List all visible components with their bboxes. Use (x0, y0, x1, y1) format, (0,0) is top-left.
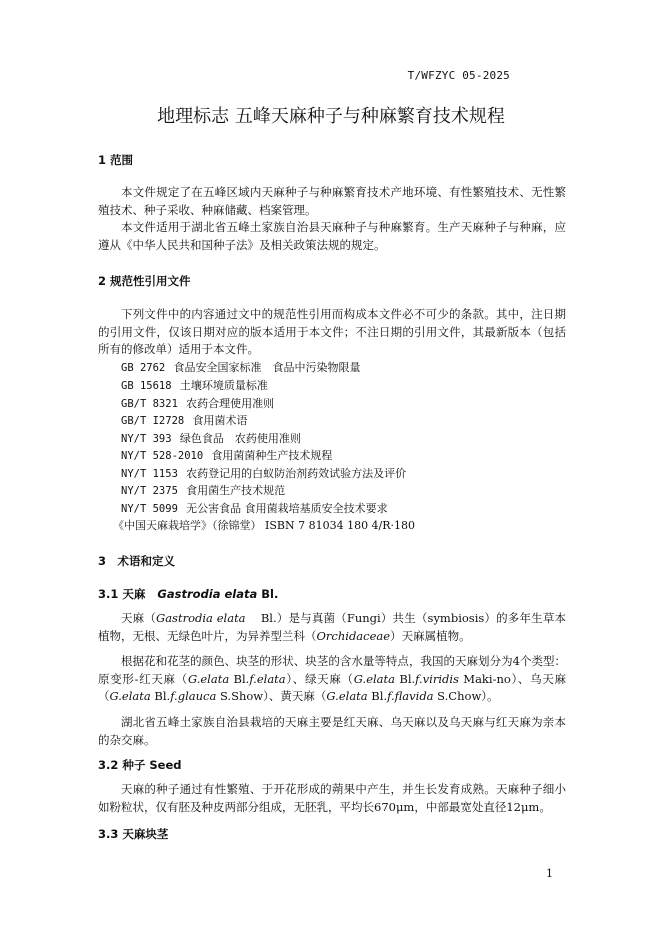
term-heading-3-3: 3.3 天麻块茎 (98, 827, 169, 841)
reference-name: 土壤环境质量标准 (179, 379, 268, 392)
document-title: 地理标志 五峰天麻种子与种麻繁育技术规程 (157, 106, 505, 127)
term-3-2-paragraph-1: 天麻的种子通过有性繁殖、于开花形成的蒴果中产生，并生长发育成熟。天麻种子细小如粉粒状，仅有胚及种皮两部分组成，无胚乳，平均长670μm，中部最宽处直径12μm。 (98, 782, 566, 814)
reference-code: GB/T I2728 (121, 415, 185, 427)
reference-item (121, 412, 247, 428)
reference-item (121, 500, 388, 516)
reference-name: 食用菌菌种生产技术规程 (211, 449, 333, 462)
reference-code: NY/T 2375 (121, 485, 178, 497)
term-name: 天麻 (122, 587, 146, 601)
section-heading-normative-references: 2 规范性引用文件 (98, 274, 191, 288)
reference-item (121, 482, 285, 498)
reference-code: NY/T 528-2010 (121, 450, 204, 462)
scope-paragraph-2: 本文件适用于湖北省五峰土家族自治县天麻种子与种麻繁育。生产天麻种子与种麻，应遵从《中华人民共和国种子法》及相关政策法规的规定。 (98, 220, 566, 252)
reference-item (121, 430, 301, 446)
reference-item (121, 447, 332, 463)
reference-name: 农药登记用的白蚁防治剂药效试验方法及评价 (186, 467, 407, 480)
reference-name: 农药合理使用准则 (186, 397, 275, 410)
reference-item (121, 395, 274, 411)
reference-name: 食用菌生产技术规范 (186, 484, 286, 497)
term-3-1-paragraph-2: 根据花和花茎的颜色、块茎的形状、块茎的含水量等特点，我国的天麻划分为4个类型：原变形-红天麻（G.elata Bl.f.elata）、绿天麻（G.elata Bl.f.viridis Maki-no）、乌天麻（G.elata Bl.f.glauca S.Show）、黄天麻（G.elata Bl.f.flavida S.Chow）。 (98, 654, 567, 703)
standard-code: T/WFZYC 05-2025 (407, 69, 510, 82)
reference-code: GB 2762 (121, 362, 166, 374)
section-heading-scope: 1 范围 (98, 153, 134, 167)
reference-name: 食品安全国家标准 食品中污染物限量 (173, 361, 361, 374)
reference-book: 《中国天麻栽培学》（徐锦堂） ISBN 7 81034 180 4/R·180 (113, 519, 416, 532)
scope-paragraph-1: 本文件规定了在五峰区域内天麻种子与种麻繁育技术产地环境、有性繁殖技术、无性繁殖技术、种子采收、种麻储藏、档案管理。 (98, 185, 566, 217)
term-heading-3-1 (98, 586, 278, 602)
section-heading-terms: 3 术语和定义 (98, 554, 176, 568)
reference-code: GB/T 8321 (121, 398, 178, 410)
reference-item (121, 359, 361, 375)
reference-name: 食用菌术语 (192, 414, 248, 427)
reference-code: GB 15618 (121, 380, 172, 392)
reference-item (121, 377, 268, 393)
reference-code: NY/T 393 (121, 433, 172, 445)
term-3-1-paragraph-1: 天麻（Gastrodia elata Bl.）是与真菌（Fungi）共生（symbiosis）的多年生草本植物，无根、无绿色叶片，为异养型兰科（Orchidaceae）天麻属植物。 (98, 611, 566, 643)
reference-code: NY/T 5099 (121, 503, 178, 515)
normative-references-intro: 下列文件中的内容通过文中的规范性引用而构成本文件必不可少的条款。其中，注日期的引用文件，仅该日期对应的版本适用于本文件；不注日期的引用文件，其最新版本（包括所有的修改单）适用于本文件。 (98, 307, 566, 356)
reference-code: NY/T 1153 (121, 468, 178, 480)
page-number: 1 (546, 867, 553, 880)
reference-item (121, 465, 406, 481)
term-3-1-paragraph-3: 湖北省五峰土家族自治县栽培的天麻主要是红天麻、乌天麻以及乌天麻与红天麻为亲本的杂交麻。 (98, 715, 566, 747)
term-heading-3-2: 3.2 种子 Seed (98, 758, 182, 772)
reference-name: 绿色食品 农药使用准则 (179, 432, 301, 445)
reference-name: 无公害食品 食用菌栽培基质安全技术要求 (186, 502, 388, 515)
term-latin-suffix: Bl. (261, 587, 279, 601)
term-latin: Gastrodia elata (157, 587, 258, 601)
term-number: 3.1 (98, 587, 119, 601)
